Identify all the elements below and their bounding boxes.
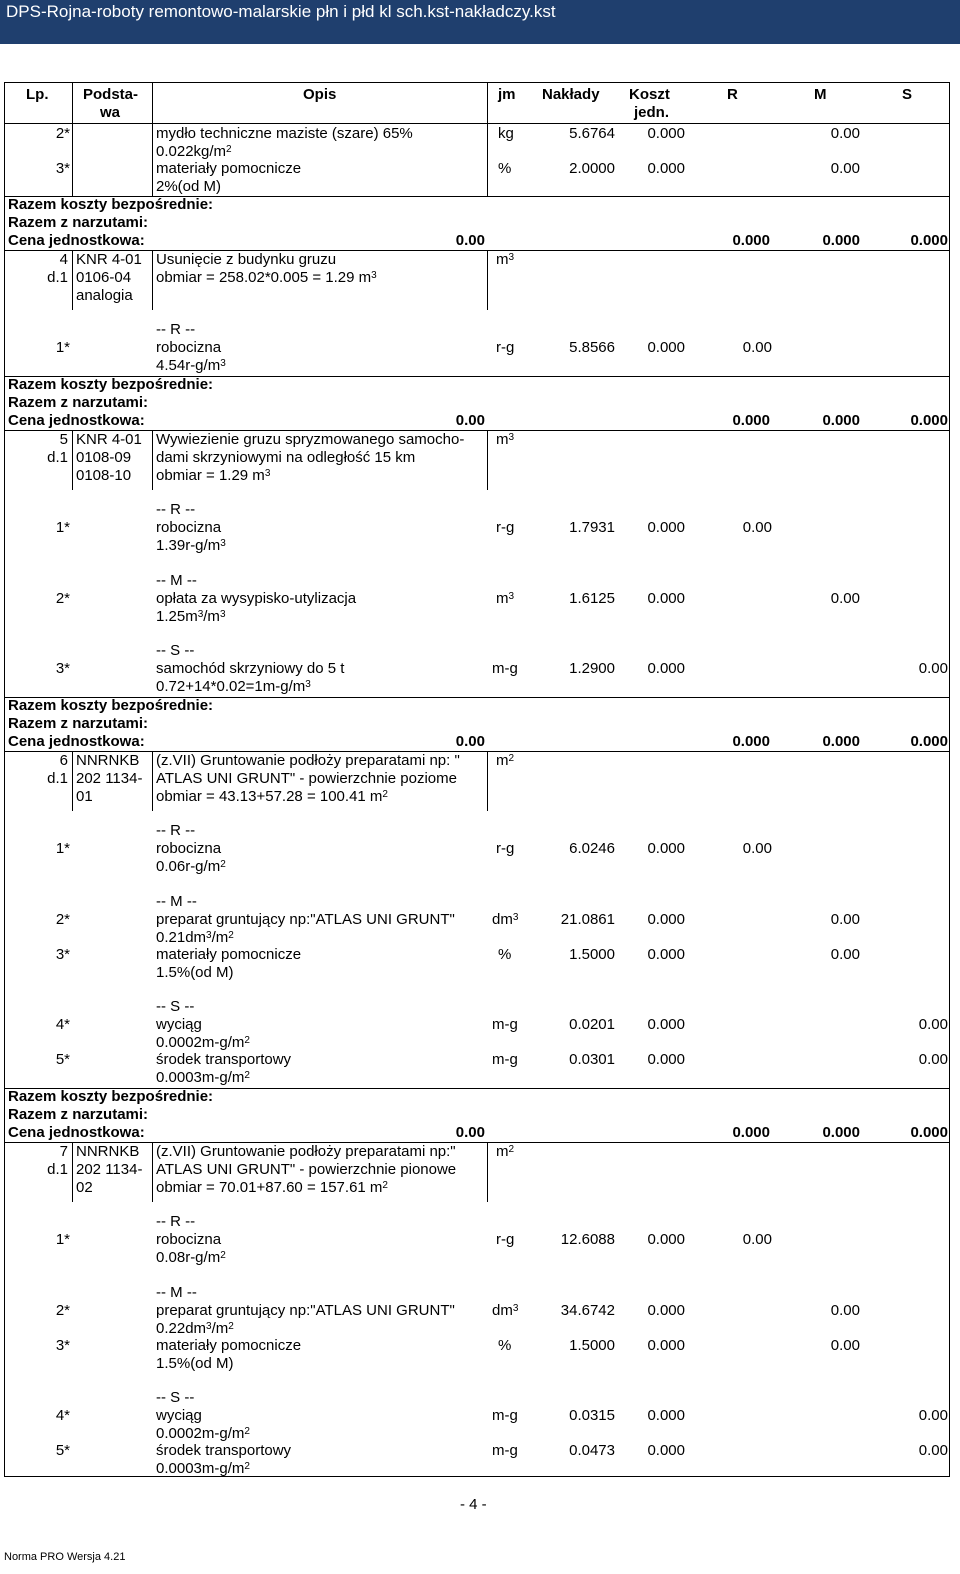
- item-norm: $0.0002m-g/m^2$: [156, 1034, 250, 1051]
- item-naklad: 1.2900: [569, 660, 615, 677]
- position-unit: $m^3$: [496, 431, 515, 448]
- position-desc: ATLAS UNI GRUNT" - powierzchnie pionowe: [156, 1161, 457, 1178]
- item-value: 0.00: [742, 519, 772, 536]
- position-basis: 202 1134-: [76, 1161, 143, 1178]
- item-naklad: 1.5000: [569, 946, 615, 963]
- razem-narzut: Razem z narzutami:: [8, 715, 149, 732]
- group-r: -- R --: [156, 321, 196, 338]
- cena-value: 0.00: [455, 733, 485, 750]
- group-r: -- R --: [156, 1213, 196, 1230]
- item-desc: materiały pomocnicze: [156, 160, 302, 177]
- item-desc: preparat gruntujący np:"ATLAS UNI GRUNT": [156, 1302, 455, 1319]
- item-unit: kg: [498, 125, 514, 142]
- item-unit: $dm^3$: [492, 911, 519, 928]
- position-desc: ATLAS UNI GRUNT" - powierzchnie poziome: [156, 770, 457, 787]
- item-norm: $0.08r-g/m^2$: [156, 1249, 226, 1266]
- item-desc: samochód skrzyniowy do 5 t: [156, 660, 345, 677]
- position-basis: 0108-10: [76, 467, 132, 484]
- item-norm: $0.21dm^3/m^2$: [156, 929, 234, 946]
- item-desc: robocizna: [156, 1231, 222, 1248]
- razem-bezposrednie: Razem koszty bezpośrednie:: [8, 376, 214, 393]
- item-norm: $0.0003m-g/m^2$: [156, 1069, 250, 1086]
- position-basis: NNRNKB: [76, 752, 140, 769]
- cena-s: 0.000: [910, 733, 948, 750]
- item-unit: m-g: [492, 1051, 518, 1068]
- item-lp: 1*: [55, 339, 70, 356]
- item-lp: 4*: [55, 1407, 70, 1424]
- item-koszt: 0.000: [647, 946, 685, 963]
- item-lp: 2*: [55, 125, 70, 142]
- header-lp: Lp.: [26, 86, 49, 103]
- item-norm: $1.25m^3/m^3$: [156, 608, 226, 625]
- item-lp: 3*: [55, 660, 70, 677]
- item-value: 0.00: [918, 1407, 948, 1424]
- item-norm: $1.39r-g/m^3$: [156, 537, 226, 554]
- item-koszt: 0.000: [647, 590, 685, 607]
- position-lp: 5: [59, 431, 68, 448]
- item-norm: $0.0002m-g/m^2$: [156, 1425, 250, 1442]
- position-obmiar: obmiar = 70.01+87.60 = 157.61 $m^2$: [156, 1179, 388, 1196]
- item-norm: $0.0003m-g/m^2$: [156, 1460, 250, 1477]
- item-norm: 1.5%(od M): [156, 1355, 234, 1372]
- position-basis: 01: [76, 788, 93, 805]
- item-koszt: 0.000: [647, 1302, 685, 1319]
- item-naklad: 2.0000: [569, 160, 615, 177]
- item-desc: wyciąg: [156, 1016, 202, 1033]
- cena-r: 0.000: [732, 412, 770, 429]
- item-desc: środek transportowy: [156, 1051, 292, 1068]
- header-koszt-2: jedn.: [634, 104, 670, 121]
- cena-jednostkowa: Cena jednostkowa:: [8, 1124, 145, 1141]
- item-lp: 3*: [55, 1337, 70, 1354]
- item-naklad: 6.0246: [569, 840, 615, 857]
- item-lp: 3*: [55, 160, 70, 177]
- item-value: 0.00: [830, 160, 860, 177]
- header-koszt: Koszt: [629, 86, 670, 103]
- position-unit: $m^2$: [496, 752, 515, 769]
- group-s: -- S --: [156, 1389, 195, 1406]
- item-koszt: 0.000: [647, 519, 685, 536]
- item-koszt: 0.000: [647, 125, 685, 142]
- item-desc: materiały pomocnicze: [156, 1337, 302, 1354]
- cena-s: 0.000: [910, 232, 948, 249]
- page-number: - 4 -: [460, 1496, 487, 1513]
- header-podstawa: Podsta-: [83, 86, 139, 103]
- item-unit: $m^3$: [496, 590, 515, 607]
- cena-value: 0.00: [455, 1124, 485, 1141]
- item-unit: m-g: [492, 660, 518, 677]
- header-opis: Opis: [303, 86, 337, 103]
- item-naklad: 12.6088: [560, 1231, 615, 1248]
- item-desc: wyciąg: [156, 1407, 202, 1424]
- item-naklad: 1.5000: [569, 1337, 615, 1354]
- item-naklad: 0.0301: [569, 1051, 615, 1068]
- item-norm: $0.72+14*0.02=1m-g/m^3$: [156, 678, 311, 695]
- position-obmiar: obmiar = 43.13+57.28 = 100.41 $m^2$: [156, 788, 388, 805]
- item-lp: 5*: [55, 1442, 70, 1459]
- position-basis: 202 1134-: [76, 770, 143, 787]
- title-bar: [0, 0, 960, 44]
- cena-s: 0.000: [910, 412, 948, 429]
- item-unit: %: [498, 946, 512, 963]
- item-koszt: 0.000: [647, 1051, 685, 1068]
- item-naklad: 34.6742: [560, 1302, 615, 1319]
- item-koszt: 0.000: [647, 1337, 685, 1354]
- position-desc: Wywiezienie gruzu spryzmowanego samocho-: [156, 431, 465, 448]
- item-koszt: 0.000: [647, 660, 685, 677]
- item-desc: mydło techniczne maziste (szare) 65%: [156, 125, 413, 142]
- cena-value: 0.00: [455, 412, 485, 429]
- item-naklad: 5.6764: [569, 125, 615, 142]
- item-lp: 2*: [55, 590, 70, 607]
- item-norm: $0.06r-g/m^2$: [156, 858, 226, 875]
- group-s: -- S --: [156, 998, 195, 1015]
- item-value: 0.00: [830, 911, 860, 928]
- item-lp: 1*: [55, 840, 70, 857]
- cena-value: 0.00: [455, 232, 485, 249]
- razem-bezposrednie: Razem koszty bezpośrednie:: [8, 196, 214, 213]
- cena-jednostkowa: Cena jednostkowa:: [8, 232, 145, 249]
- group-s: -- S --: [156, 642, 195, 659]
- item-value: 0.00: [830, 590, 860, 607]
- position-unit: $m^2$: [496, 1143, 515, 1160]
- cena-r: 0.000: [732, 232, 770, 249]
- position-basis: analogia: [76, 287, 133, 304]
- item-unit: $dm^3$: [492, 1302, 519, 1319]
- item-naklad: 1.7931: [569, 519, 615, 536]
- item-desc: materiały pomocnicze: [156, 946, 302, 963]
- item-unit: r-g: [496, 840, 515, 857]
- position-basis: 02: [76, 1179, 93, 1196]
- item-unit: r-g: [496, 339, 515, 356]
- position-lp: 4: [59, 251, 68, 268]
- item-koszt: 0.000: [647, 160, 685, 177]
- item-naklad: 0.0473: [569, 1442, 615, 1459]
- item-lp: 1*: [55, 519, 70, 536]
- item-unit: r-g: [496, 1231, 515, 1248]
- item-desc: preparat gruntujący np:"ATLAS UNI GRUNT": [156, 911, 455, 928]
- group-m: -- M --: [156, 572, 197, 589]
- cena-r: 0.000: [732, 1124, 770, 1141]
- position-basis: 0108-09: [76, 449, 132, 466]
- cost-table: [4, 82, 950, 1477]
- header-m: M: [814, 86, 827, 103]
- item-norm: 2%(od M): [156, 178, 222, 195]
- group-m: -- M --: [156, 893, 197, 910]
- item-koszt: 0.000: [647, 339, 685, 356]
- item-norm: $0.22dm^3/m^2$: [156, 1320, 234, 1337]
- item-value: 0.00: [830, 125, 860, 142]
- item-value: 0.00: [830, 1337, 860, 1354]
- position-obmiar: obmiar = 1.29 $m^3$: [156, 467, 271, 484]
- header-podstawa-2: wa: [100, 104, 121, 121]
- item-desc: środek transportowy: [156, 1442, 292, 1459]
- position-unit: $m^3$: [496, 251, 515, 268]
- cena-m: 0.000: [822, 412, 860, 429]
- cena-r: 0.000: [732, 733, 770, 750]
- item-lp: 1*: [55, 1231, 70, 1248]
- item-unit: m-g: [492, 1407, 518, 1424]
- item-naklad: 0.0315: [569, 1407, 615, 1424]
- item-koszt: 0.000: [647, 911, 685, 928]
- position-basis: KNR 4-01: [76, 251, 142, 268]
- position-basis: NNRNKB: [76, 1143, 140, 1160]
- item-value: 0.00: [830, 1302, 860, 1319]
- position-desc: Usunięcie z budynku gruzu: [156, 251, 337, 268]
- razem-narzut: Razem z narzutami:: [8, 394, 149, 411]
- position-dzial: d.1: [47, 269, 68, 286]
- item-value: 0.00: [830, 946, 860, 963]
- item-norm: $4.54r-g/m^3$: [156, 357, 226, 374]
- cena-s: 0.000: [910, 1124, 948, 1141]
- item-koszt: 0.000: [647, 840, 685, 857]
- cena-m: 0.000: [822, 733, 860, 750]
- header-r: R: [727, 86, 738, 103]
- cena-m: 0.000: [822, 1124, 860, 1141]
- item-lp: 2*: [55, 911, 70, 928]
- item-unit: m-g: [492, 1442, 518, 1459]
- item-value: 0.00: [742, 339, 772, 356]
- item-naklad: 0.0201: [569, 1016, 615, 1033]
- razem-bezposrednie: Razem koszty bezpośrednie:: [8, 1088, 214, 1105]
- item-value: 0.00: [918, 1016, 948, 1033]
- item-value: 0.00: [918, 660, 948, 677]
- position-basis: 0106-04: [76, 269, 132, 286]
- group-r: -- R --: [156, 501, 196, 518]
- item-value: 0.00: [742, 1231, 772, 1248]
- item-desc: robocizna: [156, 519, 222, 536]
- item-desc: robocizna: [156, 840, 222, 857]
- position-dzial: d.1: [47, 1161, 68, 1178]
- item-koszt: 0.000: [647, 1407, 685, 1424]
- razem-bezposrednie: Razem koszty bezpośrednie:: [8, 697, 214, 714]
- item-koszt: 0.000: [647, 1231, 685, 1248]
- position-desc: dami skrzyniowymi na odległość 15 km: [156, 449, 416, 466]
- item-naklad: 21.0861: [560, 911, 615, 928]
- header-naklady: Nakłady: [542, 86, 600, 103]
- item-lp: 3*: [55, 946, 70, 963]
- position-dzial: d.1: [47, 449, 68, 466]
- item-value: 0.00: [918, 1051, 948, 1068]
- cena-jednostkowa: Cena jednostkowa:: [8, 733, 145, 750]
- footer-version: Norma PRO Wersja 4.21: [4, 1551, 126, 1563]
- item-value: 0.00: [742, 840, 772, 857]
- item-unit: %: [498, 160, 512, 177]
- item-norm: $0.022kg/m^2$: [156, 143, 232, 160]
- item-koszt: 0.000: [647, 1016, 685, 1033]
- position-obmiar: obmiar = 258.02*0.005 = 1.29 $m^3$: [156, 269, 377, 286]
- header-jm: jm: [498, 86, 516, 103]
- item-desc: robocizna: [156, 339, 222, 356]
- window-title: DPS-Rojna-roboty remontowo-malarskie płn i płd kl sch.kst-nakładczy.kst: [6, 2, 556, 21]
- position-desc: (z.VII) Gruntowanie podłoży preparatami np:": [156, 1143, 456, 1160]
- item-unit: m-g: [492, 1016, 518, 1033]
- razem-narzut: Razem z narzutami:: [8, 1106, 149, 1123]
- position-dzial: d.1: [47, 770, 68, 787]
- item-lp: 4*: [55, 1016, 70, 1033]
- cena-m: 0.000: [822, 232, 860, 249]
- item-unit: %: [498, 1337, 512, 1354]
- position-lp: 7: [59, 1143, 68, 1160]
- group-r: -- R --: [156, 822, 196, 839]
- item-value: 0.00: [918, 1442, 948, 1459]
- item-lp: 5*: [55, 1051, 70, 1068]
- item-koszt: 0.000: [647, 1442, 685, 1459]
- position-lp: 6: [59, 752, 68, 769]
- item-lp: 2*: [55, 1302, 70, 1319]
- item-desc: opłata za wysypisko-utylizacja: [156, 590, 357, 607]
- group-m: -- M --: [156, 1284, 197, 1301]
- item-naklad: 1.6125: [569, 590, 615, 607]
- header-s: S: [902, 86, 913, 103]
- razem-narzut: Razem z narzutami:: [8, 214, 149, 231]
- item-unit: r-g: [496, 519, 515, 536]
- position-desc: (z.VII) Gruntowanie podłoży preparatami np: ": [156, 752, 460, 769]
- position-basis: KNR 4-01: [76, 431, 142, 448]
- cena-jednostkowa: Cena jednostkowa:: [8, 412, 145, 429]
- item-norm: 1.5%(od M): [156, 964, 234, 981]
- item-naklad: 5.8566: [569, 339, 615, 356]
